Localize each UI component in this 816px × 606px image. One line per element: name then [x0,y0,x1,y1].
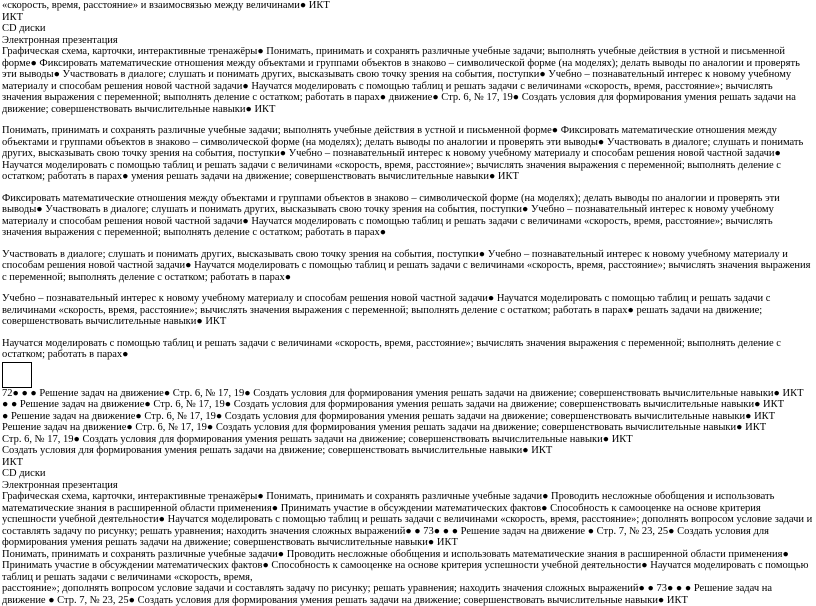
text-paragraph: Участвовать в диалоге; слушать и понимать других, высказывать свою точку зрения на события, поступки● Учебно – познавательный интерес к новому учебному материалу и способам решения новой частной задачи● Научатся моделировать с помощью таблиц и решать задачи с величинами «скорость, время, расстояние»; вычислять значения выражения с переменной; выполнять деление с остатком; работать в парах● [2,248,811,283]
text-line: Создать условия для формирования умения решать задачи на движение; совершенствовать вычислительные навыки● ИКТ [2,445,553,456]
text-line: Стр. 6, № 17, 19● Создать условия для формирования умения решать задачи на движение; совершенствовать вычислительные навыки● ИКТ [2,433,633,445]
text-line: Электронная презентация [2,34,118,46]
text-paragraph: Понимать, принимать и сохранять различные учебные задачи; выполнять учебные действия в устной и письменной форме● Фиксировать математические отношения между объектами и группами объектов в знаково – символической форме (на моделях); делать выводы по аналогии и проверять эти выводы● Участвовать в диалоге; слушать и понимать других, высказывать свою точку зрения на события, поступки● Учебно – познавательный интерес к новому учебному материалу и способам решения новой частной задачи● Научатся моделировать с помощью таблиц и решать задачи с величинами «скорость, время, расстояние»; вычислять значения выражения с переменной; выполнять деление с остатком; работать в парах● умения решать задачи на движение; совершенствовать вычислительные навыки● ИКТ [2,125,804,182]
text-paragraph: расстояние»; дополнять вопросом условие задачи и составлять задачу по рисунку; решать уравнения; находить значения сложных выражений● ● 73● ● ● Решение задач на движение ● Стр. 7, № 23, 25● Создать условия для формирования умения решать задачи на движение; совершенствовать вычислительные навыки● ИКТ [2,583,773,606]
text-line: CD диски [2,23,46,34]
text-line: 72● ● ● Решение задач на движение● Стр. 6, № 17, 19● Создать условия для формирования умения решать задачи на движение; совершенствовать вычислительные навыки● ИКТ [2,387,804,399]
text-paragraph: Фиксировать математические отношения между объектами и группами объектов в знаково – символической форме (на моделях); делать выводы по аналогии и проверять эти выводы● Участвовать в диалоге; слушать и понимать других, высказывать свою точку зрения на события, поступки● Учебно – познавательный интерес к новому учебному материалу и способам решения новой частной задачи● Научатся моделировать с помощью таблиц и решать задачи с величинами «скорость, время, расстояние»; вычислять значения выражения с переменной; выполнять деление с остатком; работать в парах● [2,192,780,238]
text-paragraph: Графическая схема, карточки, интерактивные тренажёры● Понимать, принимать и сохранять различные учебные задачи; выполнять учебные действия в устной и письменной форме● Фиксировать математические отношения между объектами и группами объектов в знаково – символической форме (на моделях); делать выводы по аналогии и проверять эти выводы● Участвовать в диалоге; слушать и понимать других, высказывать свою точку зрения на события, поступки● Учебно – познавательный интерес к новому учебному материалу и способам решения новой частной задачи● Научатся моделировать с помощью таблиц и решать задачи с величинами «скорость, время, расстояние»; вычислять значения выражения с переменной; выполнять деление с остатком; работать в парах● движение● Стр. 6, № 17, 19● Создать условия для формирования умения решать задачи на движение; совершенствовать вычислительные навыки● ИКТ [2,46,800,115]
spacer [2,239,814,249]
text-line: Решение задач на движение● Стр. 6, № 17, 19● Создать условия для формирования умения решать задачи на движение; совершенствовать вычислительные навыки● ИКТ [2,422,767,433]
text-line: ● ● Решение задач на движение● Стр. 6, № 17, 19● Создать условия для формирования умения решать задачи на движение; совершенствовать вычислительные навыки● ИКТ [2,399,785,410]
spacer [2,183,814,193]
text-line: CD диски [2,468,46,479]
text-line: ИКТ [2,11,23,23]
text-paragraph: Научатся моделировать с помощью таблиц и решать задачи с величинами «скорость, время, расстояние»; вычислять значения выражения с переменной; выполнять деление с остатком; работать в парах● [2,337,781,360]
text-paragraph: Понимать, принимать и сохранять различные учебные задачи● Проводить несложные обобщения и использовать математические знания в расширенной области применения● Принимать участие в обсуждении математических фактов● Способность к самооценке на основе критерия успешности учебной деятельности● Научатся моделировать с помощью таблиц и решать задачи с величинами «скорость, время, [2,548,809,583]
text-line: Электронная презентация [2,479,118,491]
text-paragraph: Графическая схема, карточки, интерактивные тренажёры● Понимать, принимать и сохранять различные учебные задачи● Проводить несложные обобщения и использовать математические знания в расширенной области применения● Принимать участие в обсуждении математических фактов● Способность к самооценке на основе критерия успешности учебной деятельности● Научатся моделировать с помощью таблиц и решать задачи с величинами «скорость, время, расстояние»; дополнять вопросом условие задачи и составлять задачу по рисунку; решать уравнения; находить значения сложных выражений● ● 73● ● ● Решение задач на движение ● Стр. 7, № 23, 25● Создать условия для формирования умения решать задачи на движение; совершенствовать вычислительные навыки● ИКТ [2,491,813,548]
spacer [2,283,814,293]
text-line: «скорость, время, расстояние» и взаимосвязью между величинами● ИКТ [2,0,330,11]
spacer [2,328,814,338]
text-paragraph: Учебно – познавательный интерес к новому учебному материалу и способам решения новой частной задачи● Научатся моделировать с помощью таблиц и решать задачи с величинами «скорость, время, расстояние»; вычислять значения выражения с переменной; выполнять деление с остатком; работать в парах● решать задачи на движение; совершенствовать вычислительные навыки● ИКТ [2,293,771,327]
text-line: ● Решение задач на движение● Стр. 6, № 17, 19● Создать условия для формирования умения решать задачи на движение; совершенствовать вычислительные навыки● ИКТ [2,410,776,422]
text-line: ИКТ [2,456,23,468]
empty-box [2,362,32,388]
spacer [2,115,814,125]
